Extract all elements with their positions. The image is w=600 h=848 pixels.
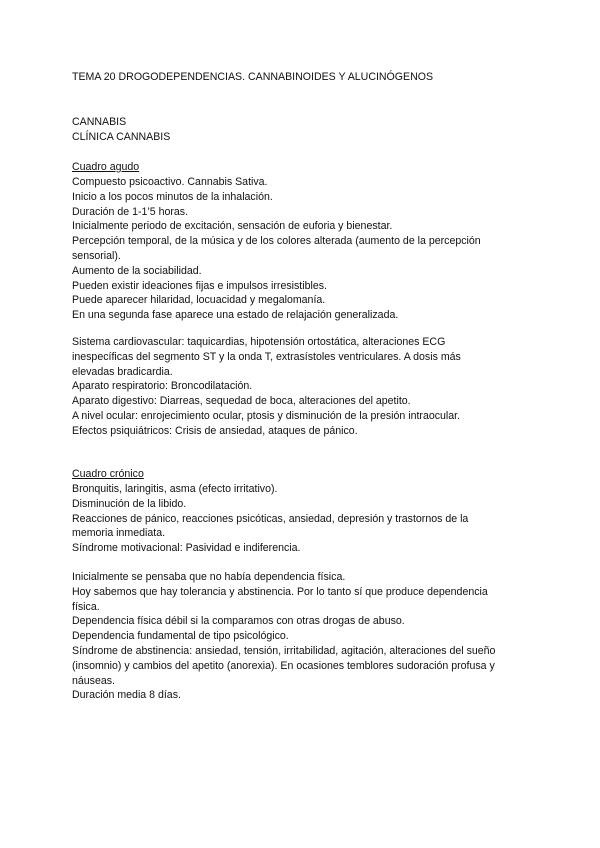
text-line: náuseas.	[72, 674, 115, 687]
text-line: Dependencia fundamental de tipo psicológico.	[72, 630, 289, 643]
text-line: elevadas bradicardia.	[72, 365, 173, 378]
text-line: A nivel ocular: enrojecimiento ocular, ptosis y disminución de la presión intraocular.	[72, 409, 461, 422]
text-line: inespecíficas del segmento ST y la onda T, extrasístoles ventriculares. A dosis más	[72, 350, 461, 363]
text-line: Síndrome motivacional: Pasividad e indiferencia.	[72, 542, 301, 555]
text-line: Puede aparecer hilaridad, locuacidad y megalomanía.	[72, 294, 326, 307]
text-line: Compuesto psicoactivo. Cannabis Sativa.	[72, 176, 268, 188]
text-line: Bronquitis, laringitis, asma (efecto irritativo).	[72, 483, 278, 495]
text-line: Sistema cardiovascular: taquicardias, hipotensión ortostática, alteraciones ECG	[72, 336, 446, 348]
dependencia-paragraph	[72, 570, 532, 703]
text-line: Disminución de la libido.	[72, 497, 187, 510]
agudo-heading: Cuadro agudo	[72, 161, 140, 173]
text-line: Duración media 8 días.	[72, 689, 181, 702]
text-line: Inicio a los pocos minutos de la inhalación.	[72, 190, 273, 203]
cronico-heading: Cuadro crónico	[72, 468, 144, 480]
text-line: (insomnio) y cambios del apetito (anorexia). En ocasiones temblores sudoración profusa y	[72, 659, 495, 672]
text-line: Inicialmente se pensaba que no había dependencia física.	[72, 571, 346, 583]
section-heading: CANNABIS	[72, 116, 127, 128]
text-line: En una segunda fase aparece una estado de relajación generalizada.	[72, 309, 399, 322]
text-line: sensorial).	[72, 249, 121, 262]
text-line: Efectos psiquiátricos: Crisis de ansiedad, ataques de pánico.	[72, 424, 358, 437]
text-line: Reacciones de pánico, reacciones psicóticas, ansiedad, depresión y trastornos de la	[72, 512, 469, 525]
text-line: Duración de 1-1’5 horas.	[72, 205, 189, 218]
text-line: Percepción temporal, de la música y de los colores alterada (aumento de la percepción	[72, 235, 481, 248]
text-line: Hoy sabemos que hay tolerancia y abstinencia. Por lo tanto sí que produce dependencia	[72, 585, 488, 598]
text-line: Aparato digestivo: Diarreas, sequedad de boca, alteraciones del apetito.	[72, 395, 411, 408]
text-line: Síndrome de abstinencia: ansiedad, tensión, irritabilidad, agitación, alteraciones del sueño	[72, 644, 496, 657]
agudo-paragraph	[72, 175, 532, 323]
text-line: Inicialmente periodo de excitación, sensación de euforia y bienestar.	[72, 220, 393, 233]
document-title: TEMA 20 DROGODEPENDENCIAS. CANNABINOIDES Y ALUCINÓGENOS	[72, 71, 434, 83]
text-line: Aparato respiratorio: Broncodilatación.	[72, 380, 253, 393]
text-line: memoria inmediata.	[72, 527, 166, 540]
text-line: Dependencia física débil si la comparamos con otras drogas de abuso.	[72, 615, 405, 628]
text-line: Pueden existir ideaciones fijas e impulsos irresistibles.	[72, 279, 327, 292]
subsection-heading: CLÍNICA CANNABIS	[72, 131, 171, 143]
text-line: física.	[72, 600, 100, 613]
text-line: Aumento de la sociabilidad.	[72, 264, 202, 277]
sistemas-paragraph	[72, 335, 532, 439]
cronico-paragraph	[72, 482, 532, 556]
